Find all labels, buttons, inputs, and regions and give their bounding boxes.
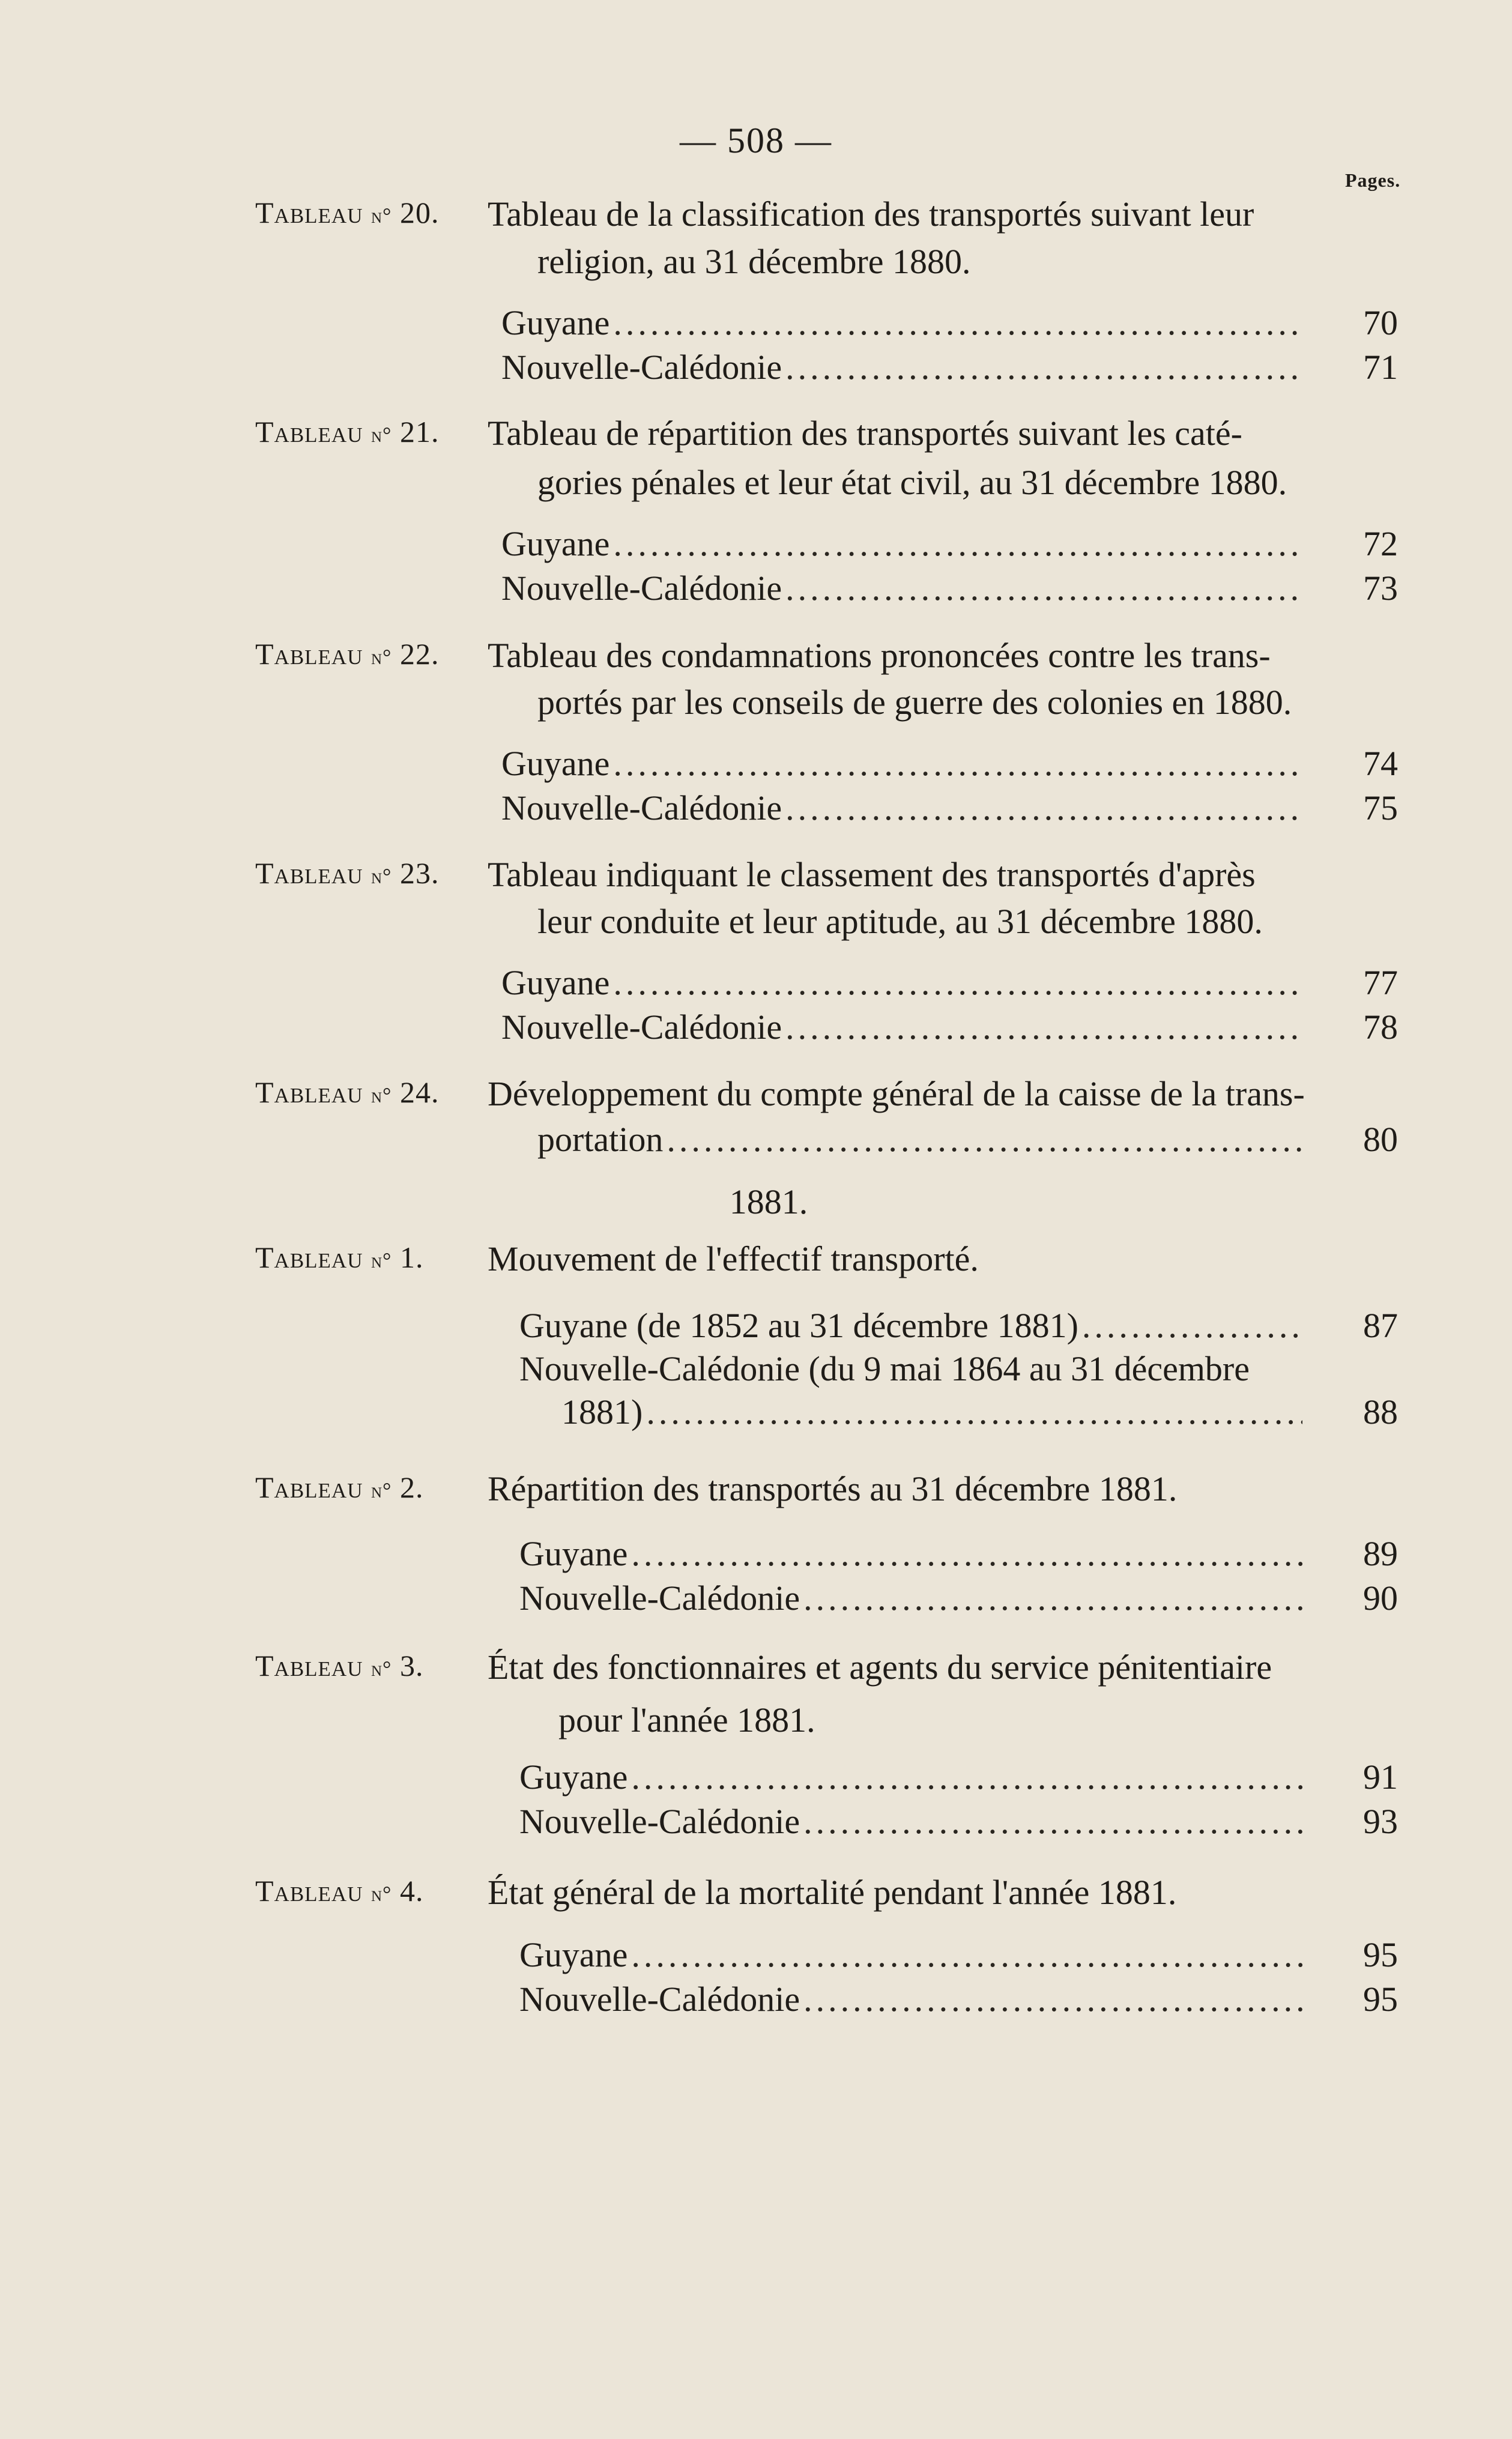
- toc-leader-line: [519, 1753, 1306, 1801]
- page-reference: 73: [1363, 569, 1398, 608]
- colony-name: Guyane: [501, 744, 610, 783]
- tableau-label: Tableau n° 21.: [255, 415, 440, 449]
- tableau-title-line: portés par les conseils de guerre des colonies en 1880.: [537, 683, 1292, 722]
- tableau-label: Tableau n° 2.: [255, 1470, 424, 1504]
- colony-name: Guyane (de 1852 au 31 décembre 1881): [519, 1306, 1078, 1345]
- toc-leader-line: [501, 520, 1306, 568]
- toc-leader-line: [519, 1302, 1306, 1350]
- page-reference: 95: [1363, 1980, 1398, 2019]
- toc-leader-line: [561, 1388, 1306, 1436]
- tableau-title-line: Tableau de la classification des transportés suivant leur: [488, 195, 1254, 234]
- tableau-label: Tableau n° 22.: [255, 637, 440, 671]
- toc-leader-line: [501, 740, 1306, 788]
- page-number: — 508 —: [680, 121, 832, 160]
- colony-name: Nouvelle-Calédonie: [519, 1802, 800, 1841]
- tableau-title-line: Tableau de répartition des transportés suivant les caté-: [488, 414, 1242, 453]
- toc-leader-line: [519, 1975, 1306, 2023]
- page-reference: 74: [1363, 744, 1398, 783]
- tableau-title-line: État des fonctionnaires et agents du service pénitentiaire: [488, 1648, 1272, 1687]
- tableau-label: Tableau n° 4.: [255, 1874, 424, 1908]
- toc-leader-line: [501, 1003, 1306, 1051]
- toc-leader-line: [501, 299, 1306, 347]
- toc-leader-line: [501, 959, 1306, 1007]
- page-reference: 80: [1363, 1120, 1398, 1159]
- toc-leader-line: [519, 1530, 1306, 1578]
- toc-leader-line: [501, 784, 1306, 832]
- tableau-title-line: Tableau indiquant le classement des transportés d'après: [488, 855, 1256, 894]
- tableau-label: Tableau n° 1.: [255, 1241, 424, 1274]
- page-reference: 75: [1363, 788, 1398, 827]
- page-reference: 78: [1363, 1008, 1398, 1047]
- tableau-title-line: pour l'année 1881.: [558, 1700, 815, 1739]
- page-reference: 91: [1363, 1757, 1398, 1797]
- tableau-title-line: leur conduite et leur aptitude, au 31 décembre 1880.: [537, 902, 1263, 941]
- tableau-title-line: Tableau des condamnations prononcées contre les trans-: [488, 636, 1271, 675]
- toc-leader-line: [501, 564, 1306, 612]
- toc-leader-line: [519, 1931, 1306, 1979]
- page-reference: 77: [1363, 963, 1398, 1002]
- colony-name: Guyane: [501, 963, 610, 1002]
- tableau-label: Tableau n° 20.: [255, 196, 440, 229]
- colony-name: Nouvelle-Calédonie: [519, 1579, 800, 1618]
- toc-leader-line: [501, 343, 1306, 391]
- colony-name: Guyane: [501, 303, 610, 342]
- toc-leader-line: [519, 1574, 1306, 1622]
- colony-name-cont: 1881): [561, 1392, 643, 1431]
- toc-leader-line: [537, 1116, 1306, 1164]
- colony-name: Nouvelle-Calédonie (du 9 mai 1864 au 31 décembre: [519, 1349, 1250, 1388]
- page-reference: 88: [1363, 1392, 1398, 1431]
- page-reference: 90: [1363, 1579, 1398, 1618]
- colony-name: Nouvelle-Calédonie: [501, 788, 782, 827]
- page-reference: 71: [1363, 348, 1398, 387]
- year-heading: 1881.: [729, 1182, 808, 1221]
- colony-name: Guyane: [519, 1757, 628, 1797]
- tableau-label: Tableau n° 23.: [255, 856, 440, 890]
- tableau-title-line: gories pénales et leur état civil, au 31 décembre 1880.: [537, 463, 1287, 502]
- colony-name: Nouvelle-Calédonie: [501, 569, 782, 608]
- tableau-title-line: État général de la mortalité pendant l'année 1881.: [488, 1873, 1177, 1912]
- tableau-label: Tableau n° 24.: [255, 1075, 440, 1109]
- colony-name: Guyane: [519, 1534, 628, 1573]
- pages-column-label: Pages.: [1345, 169, 1401, 191]
- colony-name: Nouvelle-Calédonie: [501, 348, 782, 387]
- page-reference: 95: [1363, 1935, 1398, 1974]
- tableau-title-line: portation: [537, 1120, 664, 1159]
- colony-name: Nouvelle-Calédonie: [501, 1008, 782, 1047]
- page-reference: 72: [1363, 524, 1398, 563]
- colony-name: Guyane: [519, 1935, 628, 1974]
- page-reference: 70: [1363, 303, 1398, 342]
- tableau-title-line: religion, au 31 décembre 1880.: [537, 242, 971, 281]
- page-reference: 87: [1363, 1306, 1398, 1345]
- toc-leader-line: [519, 1798, 1306, 1846]
- page-reference: 89: [1363, 1534, 1398, 1573]
- tableau-title-line: Répartition des transportés au 31 décembre 1881.: [488, 1469, 1178, 1508]
- colony-name: Guyane: [501, 524, 610, 563]
- tableau-label: Tableau n° 3.: [255, 1649, 424, 1682]
- tableau-title-line: Mouvement de l'effectif transporté.: [488, 1239, 979, 1278]
- page-reference: 93: [1363, 1802, 1398, 1841]
- tableau-title-line: Développement du compte général de la caisse de la trans-: [488, 1074, 1305, 1113]
- colony-name: Nouvelle-Calédonie: [519, 1980, 800, 2019]
